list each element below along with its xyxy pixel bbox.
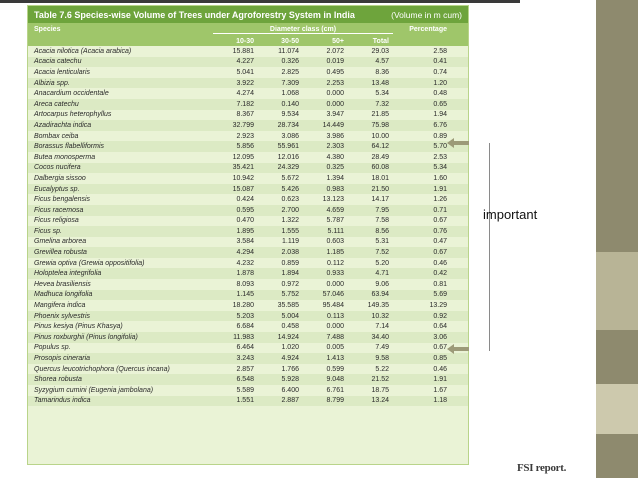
- diameter-50plus-cell: 0.325: [326, 164, 344, 172]
- table-row: [28, 343, 468, 354]
- annotation-label: important: [483, 207, 538, 222]
- diameter-50plus-cell: 0.495: [326, 68, 344, 76]
- diameter-50plus-cell: 0.983: [326, 185, 344, 193]
- diameter-30-50-cell: 12.016: [277, 153, 299, 161]
- diameter-30-50-cell: 7.309: [281, 79, 299, 87]
- table-row: [28, 290, 468, 301]
- diameter-30-50-cell: 1.894: [281, 270, 299, 278]
- diameter-10-30-cell: 35.421: [232, 164, 254, 172]
- table-row: [28, 99, 468, 110]
- diameter-30-50-cell: 9.534: [281, 111, 299, 119]
- diameter-30-50-cell: 0.326: [281, 58, 299, 66]
- table-row: [28, 332, 468, 343]
- diameter-10-30-cell: 6.684: [236, 323, 254, 331]
- table-row: [28, 184, 468, 195]
- table-row: [28, 57, 468, 68]
- table-row: [28, 396, 468, 407]
- diameter-50plus-cell: 0.019: [326, 58, 344, 66]
- diameter-10-30-cell: 1.145: [236, 291, 254, 299]
- diameter-30-50-cell: 1.020: [281, 344, 299, 352]
- diameter-50plus-cell: 0.599: [326, 365, 344, 373]
- diameter-30-50-cell: 0.623: [281, 196, 299, 204]
- total-header: Total: [372, 37, 389, 45]
- diameter-10-30-header: 10-30: [236, 37, 254, 45]
- diameter-30-50-cell: 1.555: [281, 227, 299, 235]
- diameter-30-50-cell: 1.766: [281, 365, 299, 373]
- species-cell: Artocarpus heterophyllus: [34, 111, 112, 119]
- percentage-cell: 1.26: [433, 196, 447, 204]
- total-cell: 7.95: [375, 206, 389, 214]
- percentage-cell: 0.74: [433, 68, 447, 76]
- diameter-10-30-cell: 10.942: [232, 174, 254, 182]
- diameter-30-50-cell: 28.734: [277, 121, 299, 129]
- diameter-header: Diameter class (cm): [213, 26, 393, 34]
- species-cell: Ficus bengalensis: [34, 196, 91, 204]
- percentage-header: Percentage: [409, 26, 447, 33]
- species-cell: Azadirachta indica: [34, 121, 92, 129]
- percentage-cell: 5.34: [433, 164, 447, 172]
- species-cell: Quercus leucotrichophora (Quercus incana): [34, 365, 170, 373]
- diameter-50plus-cell: 7.488: [326, 333, 344, 341]
- total-cell: 21.50: [371, 185, 389, 193]
- total-cell: 7.14: [375, 323, 389, 331]
- species-cell: Ficus sp.: [34, 227, 63, 235]
- species-cell: Grewia optiva (Grewia oppositifolia): [34, 259, 145, 267]
- diameter-10-30-cell: 4.232: [236, 259, 254, 267]
- percentage-cell: 0.71: [433, 206, 447, 214]
- diameter-50plus-cell: 1.413: [326, 355, 344, 363]
- table-title-bar: [28, 6, 468, 23]
- diameter-10-30-cell: 4.227: [236, 58, 254, 66]
- table-row: [28, 173, 468, 184]
- species-cell: Prosopis cineraria: [34, 355, 91, 363]
- diameter-50plus-cell: 57.046: [322, 291, 344, 299]
- table-row: [28, 216, 468, 227]
- species-cell: Ficus racemosa: [34, 206, 84, 214]
- diameter-10-30-cell: 2.857: [236, 365, 254, 373]
- total-cell: 14.17: [371, 196, 389, 204]
- diameter-30-50-cell: 2.700: [281, 206, 299, 214]
- species-cell: Areca catechu: [34, 100, 79, 108]
- table-row: [28, 364, 468, 375]
- species-cell: Butea monosperma: [34, 153, 96, 161]
- percentage-cell: 0.67: [433, 249, 447, 257]
- diameter-30-50-cell: 5.004: [281, 312, 299, 320]
- table-row: [28, 78, 468, 89]
- total-cell: 10.00: [371, 132, 389, 140]
- percentage-cell: 0.47: [433, 238, 447, 246]
- species-cell: Holoptelea integrifolia: [34, 270, 102, 278]
- diameter-30-50-cell: 4.924: [281, 355, 299, 363]
- diameter-50plus-cell: 2.253: [326, 79, 344, 87]
- diameter-50plus-cell: 95.484: [322, 302, 344, 310]
- percentage-cell: 1.91: [433, 185, 447, 193]
- diameter-10-30-cell: 15.881: [232, 47, 254, 55]
- diameter-30-50-cell: 55.961: [277, 143, 299, 151]
- diameter-10-30-cell: 0.470: [236, 217, 254, 225]
- total-cell: 8.36: [375, 68, 389, 76]
- percentage-cell: 0.89: [433, 132, 447, 140]
- diameter-50plus-cell: 6.761: [326, 386, 344, 394]
- total-cell: 75.98: [371, 121, 389, 129]
- table-row: [28, 205, 468, 216]
- total-cell: 149.35: [367, 302, 389, 310]
- percentage-cell: 0.85: [433, 355, 447, 363]
- diameter-30-50-cell: 6.400: [281, 386, 299, 394]
- table-row: [28, 163, 468, 174]
- species-cell: Albizia spp.: [34, 79, 70, 87]
- total-cell: 13.48: [371, 79, 389, 87]
- diameter-10-30-cell: 5.041: [236, 68, 254, 76]
- diameter-30-50-cell: 1.322: [281, 217, 299, 225]
- table-row: [28, 226, 468, 237]
- diameter-10-30-cell: 1.895: [236, 227, 254, 235]
- total-cell: 29.03: [371, 47, 389, 55]
- species-cell: Syzygium cumini (Eugenia jambolana): [34, 386, 154, 394]
- species-cell: Bombax ceiba: [34, 132, 79, 140]
- species-cell: Mangifera indica: [34, 302, 86, 310]
- percentage-cell: 1.67: [433, 386, 447, 394]
- table-row: [28, 194, 468, 205]
- table-row: [28, 385, 468, 396]
- side-decoration-block: [596, 384, 638, 434]
- total-cell: 8.56: [375, 227, 389, 235]
- diameter-30-50-cell: 2.825: [281, 68, 299, 76]
- species-cell: Pinus roxburghii (Pinus longifolia): [34, 333, 138, 341]
- total-cell: 18.75: [371, 386, 389, 394]
- total-cell: 5.31: [375, 238, 389, 246]
- diameter-30-50-cell: 5.752: [281, 291, 299, 299]
- diameter-30-50-cell: 0.972: [281, 280, 299, 288]
- table-row: [28, 237, 468, 248]
- total-cell: 34.40: [371, 333, 389, 341]
- percentage-cell: 0.67: [433, 217, 447, 225]
- total-cell: 28.49: [371, 153, 389, 161]
- total-cell: 60.08: [371, 164, 389, 172]
- diameter-30-50-cell: 1.068: [281, 90, 299, 98]
- diameter-30-50-cell: 5.426: [281, 185, 299, 193]
- percentage-cell: 0.67: [433, 344, 447, 352]
- diameter-30-50-cell: 5.928: [281, 376, 299, 384]
- diameter-10-30-cell: 15.087: [232, 185, 254, 193]
- annotation-bracket-line: [489, 143, 490, 351]
- percentage-cell: 6.76: [433, 121, 447, 129]
- diameter-30-50-cell: 14.924: [277, 333, 299, 341]
- diameter-10-30-cell: 2.923: [236, 132, 254, 140]
- table-header: [28, 23, 468, 36]
- percentage-cell: 1.91: [433, 376, 447, 384]
- percentage-cell: 0.65: [433, 100, 447, 108]
- diameter-10-30-cell: 32.799: [232, 121, 254, 129]
- table-row: [28, 131, 468, 142]
- percentage-cell: 5.70: [433, 143, 447, 151]
- diameter-30-50-cell: 35.585: [277, 302, 299, 310]
- top-bar: [0, 0, 520, 3]
- diameter-30-50-cell: 24.329: [277, 164, 299, 172]
- diameter-10-30-cell: 11.983: [233, 333, 254, 341]
- total-cell: 9.58: [375, 355, 389, 363]
- percentage-cell: 2.58: [433, 47, 447, 55]
- diameter-10-30-cell: 18.280: [232, 302, 254, 310]
- percentage-cell: 0.92: [433, 312, 447, 320]
- table-row: [28, 67, 468, 78]
- total-cell: 7.32: [375, 100, 389, 108]
- species-cell: Populus sp.: [34, 344, 71, 352]
- diameter-50plus-cell: 0.000: [326, 100, 344, 108]
- total-cell: 7.49: [375, 344, 389, 352]
- diameter-50plus-cell: 1.185: [326, 249, 344, 257]
- diameter-50plus-cell: 2.072: [326, 47, 344, 55]
- left-arrow-icon: [447, 138, 469, 148]
- total-cell: 4.57: [375, 58, 389, 66]
- species-cell: Eucalyptus sp.: [34, 185, 80, 193]
- percentage-cell: 0.42: [433, 270, 447, 278]
- table-row: [28, 110, 468, 121]
- diameter-10-30-cell: 4.274: [236, 90, 254, 98]
- diameter-50plus-header: 50+: [332, 37, 344, 45]
- table-row: [28, 152, 468, 163]
- species-cell: Grevillea robusta: [34, 249, 87, 257]
- source-caption: FSI report.: [517, 462, 567, 474]
- species-header: Species: [34, 26, 61, 33]
- diameter-10-30-cell: 8.093: [236, 280, 254, 288]
- diameter-10-30-cell: 3.243: [236, 355, 254, 363]
- diameter-50plus-cell: 1.394: [326, 174, 344, 182]
- diameter-50plus-cell: 2.303: [326, 143, 344, 151]
- diameter-10-30-cell: 4.294: [236, 249, 254, 257]
- table-title: Table 7.6 Species-wise Volume of Trees under Agroforestry System in India: [34, 9, 355, 20]
- percentage-cell: 1.18: [433, 397, 447, 405]
- diameter-10-30-cell: 1.551: [236, 397, 254, 405]
- percentage-cell: 0.81: [433, 280, 447, 288]
- diameter-10-30-cell: 1.878: [236, 270, 254, 278]
- diameter-50plus-cell: 5.787: [326, 217, 344, 225]
- table-row: [28, 374, 468, 385]
- table-body: [28, 46, 468, 406]
- total-cell: 5.20: [375, 259, 389, 267]
- diameter-10-30-cell: 0.424: [236, 196, 254, 204]
- total-cell: 21.85: [371, 111, 389, 119]
- percentage-cell: 0.64: [433, 323, 447, 331]
- diameter-50plus-cell: 0.603: [326, 238, 344, 246]
- percentage-cell: 5.69: [433, 291, 447, 299]
- species-cell: Cocos nucifera: [34, 164, 81, 172]
- species-cell: Tamarindus indica: [34, 397, 91, 405]
- table-row: [28, 268, 468, 279]
- diameter-30-50-cell: 2.887: [281, 397, 299, 405]
- total-cell: 9.06: [375, 280, 389, 288]
- total-cell: 5.34: [375, 90, 389, 98]
- species-cell: Hevea brasiliensis: [34, 280, 91, 288]
- diameter-50plus-cell: 8.799: [326, 397, 344, 405]
- table-unit: (Volume in m cum): [391, 9, 462, 20]
- table-subheader: [28, 36, 468, 46]
- diameter-10-30-cell: 6.464: [236, 344, 254, 352]
- diameter-10-30-cell: 5.589: [236, 386, 254, 394]
- species-cell: Acacia lenticularis: [34, 68, 91, 76]
- total-cell: 13.24: [371, 397, 389, 405]
- species-cell: Shorea robusta: [34, 376, 82, 384]
- diameter-50plus-cell: 0.113: [327, 312, 344, 320]
- total-cell: 63.94: [371, 291, 389, 299]
- diameter-30-50-cell: 0.140: [281, 100, 299, 108]
- diameter-10-30-cell: 12.095: [232, 153, 254, 161]
- diameter-50plus-cell: 0.005: [326, 344, 344, 352]
- percentage-cell: 0.48: [433, 90, 447, 98]
- table-row: [28, 258, 468, 269]
- diameter-50plus-cell: 0.000: [326, 323, 344, 331]
- diameter-50plus-cell: 3.986: [326, 132, 344, 140]
- diameter-50plus-cell: 0.000: [326, 280, 344, 288]
- table-row: [28, 353, 468, 364]
- table-row: [28, 141, 468, 152]
- percentage-cell: 0.41: [433, 58, 447, 66]
- table-row: [28, 321, 468, 332]
- table-row: [28, 311, 468, 322]
- percentage-cell: 1.94: [433, 111, 447, 119]
- diameter-50plus-cell: 4.380: [326, 153, 344, 161]
- species-cell: Acacia nilotica (Acacia arabica): [34, 47, 132, 55]
- species-cell: Phoenix sylvestris: [34, 312, 91, 320]
- table-row: [28, 46, 468, 57]
- table-row: [28, 120, 468, 131]
- table-row: [28, 88, 468, 99]
- diameter-50plus-cell: 0.112: [327, 259, 344, 267]
- diameter-30-50-cell: 0.859: [281, 259, 299, 267]
- diameter-30-50-cell: 2.038: [281, 249, 299, 257]
- diameter-50plus-cell: 3.947: [326, 111, 344, 119]
- table-row: [28, 247, 468, 258]
- species-cell: Gmelina arborea: [34, 238, 87, 246]
- species-cell: Dalbergia sissoo: [34, 174, 86, 182]
- species-cell: Borassus flabelliformis: [34, 143, 105, 151]
- total-cell: 18.01: [371, 174, 389, 182]
- diameter-50plus-cell: 13.123: [322, 196, 344, 204]
- diameter-30-50-cell: 11.074: [278, 47, 299, 55]
- diameter-10-30-cell: 8.367: [236, 111, 254, 119]
- diameter-10-30-cell: 7.182: [236, 100, 254, 108]
- percentage-cell: 2.53: [433, 153, 447, 161]
- table-row: [28, 279, 468, 290]
- diameter-50plus-cell: 0.000: [326, 90, 344, 98]
- diameter-30-50-cell: 3.086: [281, 132, 299, 140]
- left-arrow-icon: [447, 344, 469, 354]
- percentage-cell: 0.76: [433, 227, 447, 235]
- percentage-cell: 3.06: [433, 333, 447, 341]
- diameter-10-30-cell: 3.584: [236, 238, 254, 246]
- species-cell: Anacardium occidentale: [34, 90, 109, 98]
- side-decoration-block: [596, 252, 638, 330]
- percentage-cell: 13.29: [429, 302, 447, 310]
- diameter-10-30-cell: 3.922: [236, 79, 254, 87]
- diameter-50plus-cell: 4.659: [326, 206, 344, 214]
- total-cell: 4.71: [375, 270, 389, 278]
- total-cell: 5.22: [375, 365, 389, 373]
- percentage-cell: 0.46: [433, 259, 447, 267]
- total-cell: 7.58: [375, 217, 389, 225]
- diameter-50plus-cell: 0.933: [326, 270, 344, 278]
- species-cell: Madhuca longifolia: [34, 291, 93, 299]
- total-cell: 21.52: [371, 376, 389, 384]
- total-cell: 7.52: [375, 249, 389, 257]
- diameter-10-30-cell: 5.203: [236, 312, 254, 320]
- species-cell: Acacia catechu: [34, 58, 82, 66]
- total-cell: 10.32: [371, 312, 389, 320]
- species-cell: Pinus kesiya (Pinus Khasya): [34, 323, 123, 331]
- diameter-50plus-cell: 9.048: [326, 376, 344, 384]
- diameter-30-50-cell: 5.672: [281, 174, 299, 182]
- percentage-cell: 0.46: [433, 365, 447, 373]
- diameter-10-30-cell: 0.595: [236, 206, 254, 214]
- species-volume-table: [27, 5, 469, 465]
- diameter-30-50-header: 30-50: [281, 37, 299, 45]
- diameter-10-30-cell: 5.856: [236, 143, 254, 151]
- diameter-50plus-cell: 14.449: [322, 121, 344, 129]
- percentage-cell: 1.20: [433, 79, 447, 87]
- percentage-cell: 1.60: [433, 174, 447, 182]
- diameter-50plus-cell: 5.111: [327, 227, 344, 235]
- diameter-30-50-cell: 1.119: [282, 238, 299, 246]
- diameter-10-30-cell: 6.548: [236, 376, 254, 384]
- total-cell: 64.12: [371, 143, 389, 151]
- table-row: [28, 300, 468, 311]
- species-cell: Ficus religiosa: [34, 217, 79, 225]
- diameter-30-50-cell: 0.458: [281, 323, 299, 331]
